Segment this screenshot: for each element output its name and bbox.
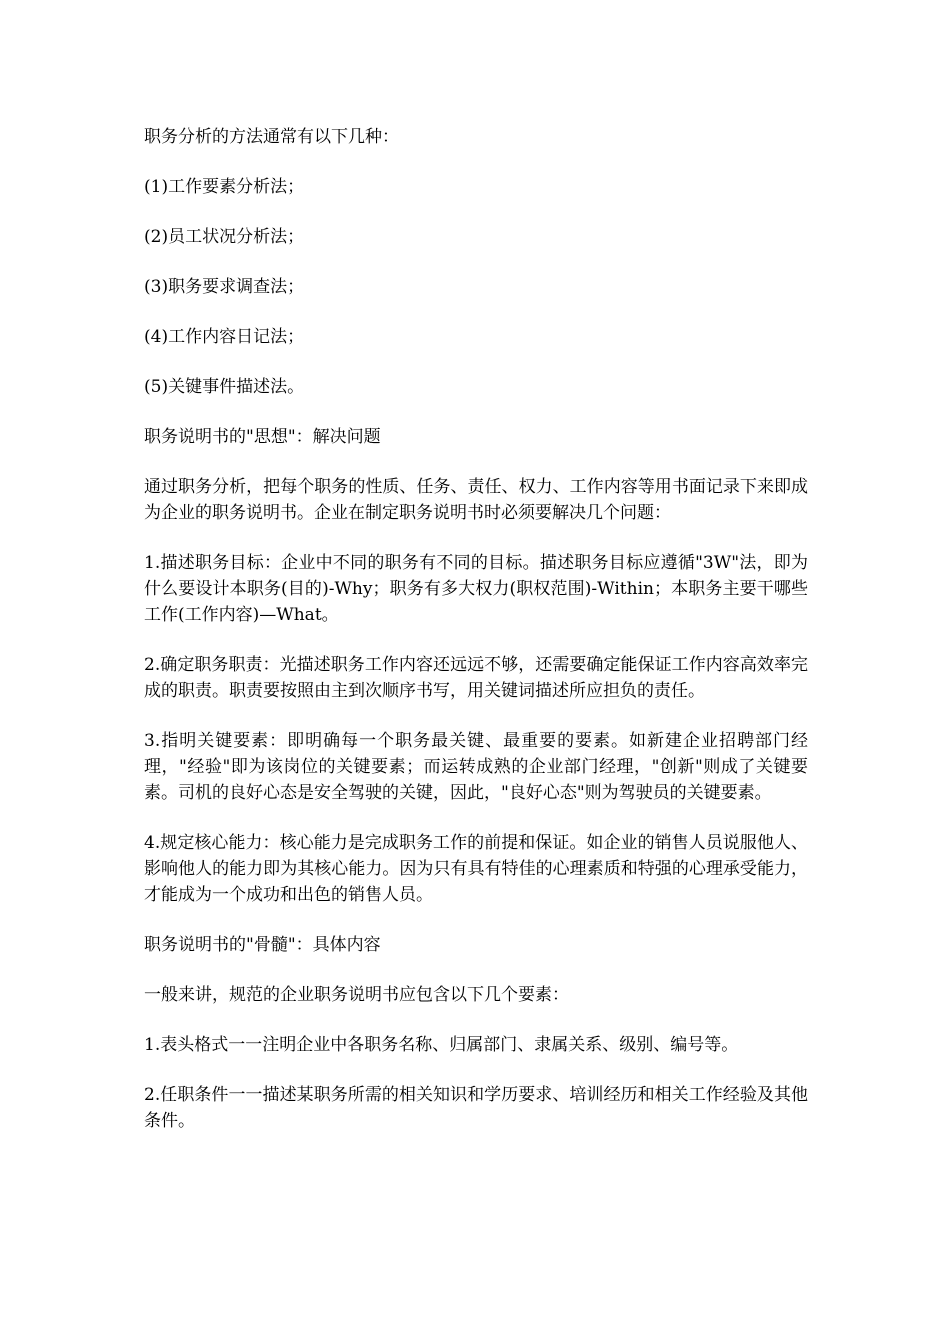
paragraph-method-2: (2)员工状况分析法；: [144, 227, 305, 247]
paragraph-method-5: (5)关键事件描述法。: [144, 377, 305, 397]
paragraph-point-3: 3.指明关键要素：即明确每一个职务最关键、最重要的要素。如新建企业招聘部门经理，"经验"即为该岗位的关键要素；而运转成熟的企业部门经理，"创新"则成了关键要素。司机的良好心态是安全驾驶的关键，因此，"良好心态"则为驾驶员的关键要素。: [144, 731, 808, 803]
section-heading-marrow: 职务说明书的"骨髓"：具体内容: [144, 935, 381, 955]
paragraph-method-1: (1)工作要素分析法；: [144, 177, 305, 197]
paragraph-element-1: 1.表头格式一一注明企业中各职务名称、归属部门、隶属关系、级别、编号等。: [144, 1035, 739, 1055]
paragraph-methods-intro: 职务分析的方法通常有以下几种：: [144, 127, 399, 147]
paragraph-method-3: (3)职务要求调查法；: [144, 277, 305, 297]
paragraph-point-2: 2.确定职务职责：光描述职务工作内容还远远不够，还需要确定能保证工作内容高效率完成的职责。职责要按照由主到次顺序书写，用关键词描述所应担负的责任。: [144, 655, 808, 701]
paragraph-method-4: (4)工作内容日记法；: [144, 327, 305, 347]
paragraph-elements-intro: 一般来讲，规范的企业职务说明书应包含以下几个要素：: [144, 985, 569, 1005]
paragraph-job-analysis: 通过职务分析，把每个职务的性质、任务、责任、权力、工作内容等用书面记录下来即成为企业的职务说明书。企业在制定职务说明书时必须要解决几个问题：: [144, 477, 808, 523]
paragraph-point-1: 1.描述职务目标：企业中不同的职务有不同的目标。描述职务目标应遵循"3W"法，即为什么要设计本职务(目的)-Why；职务有多大权力(职权范围)-Within；本职务主要干哪些工作(工作内容)—What。: [144, 553, 808, 625]
paragraph-point-4: 4.规定核心能力：核心能力是完成职务工作的前提和保证。如企业的销售人员说服他人、影响他人的能力即为其核心能力。因为只有具有特佳的心理素质和特强的心理承受能力，才能成为一个成功和出色的销售人员。: [144, 833, 808, 905]
section-heading-thought: 职务说明书的"思想"：解决问题: [144, 427, 381, 447]
document-page: [144, 124, 808, 1158]
paragraph-element-2: 2.任职条件一一描述某职务所需的相关知识和学历要求、培训经历和相关工作经验及其他条件。: [144, 1085, 808, 1131]
